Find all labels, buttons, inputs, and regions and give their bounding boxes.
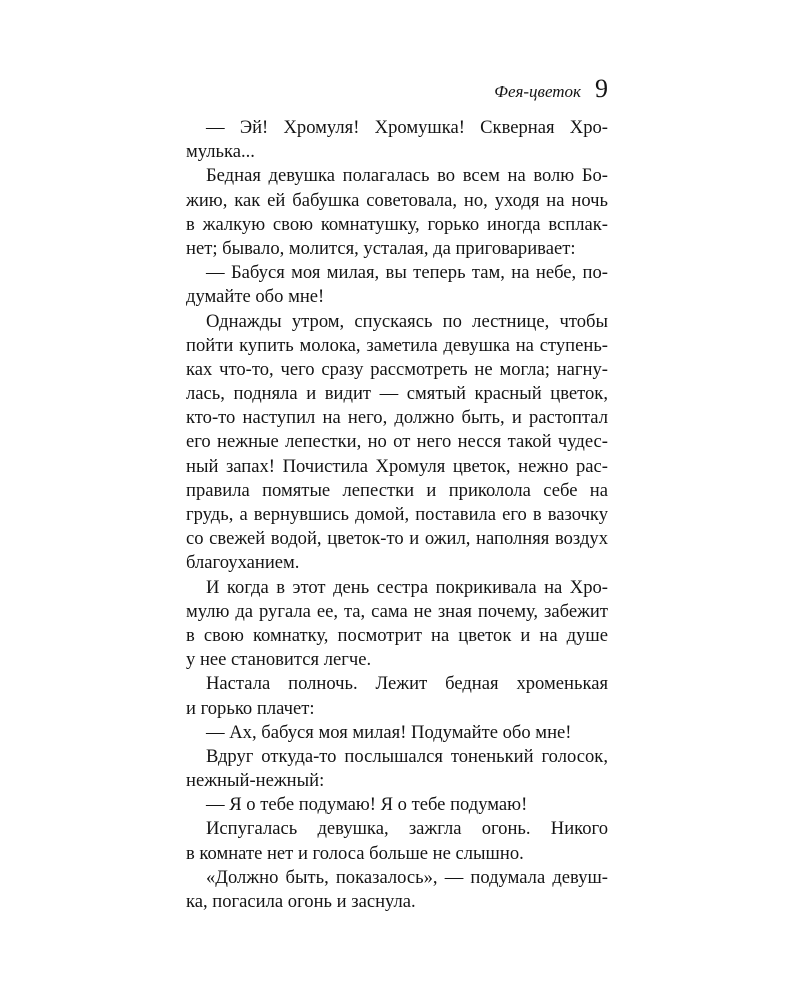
- text-line: в свою комнатку, посмотрит на цветок и на душе: [186, 624, 608, 646]
- text-line: в жалкую свою комнатушку, горько иногда всплак-: [186, 213, 608, 235]
- text-line: Вдруг откуда-то послышался тоненький голосок,: [206, 745, 608, 767]
- text-line: грудь, а вернувшись домой, поставила его в вазочку: [186, 504, 608, 525]
- text-line: «Должно быть, показалось», — подумала девуш-: [206, 866, 608, 888]
- text-line: со свежей водой, цветок-то и ожил, наполняя воздух: [186, 528, 608, 550]
- text-line: И когда в этот день сестра покрикивала на Хро-: [206, 576, 608, 598]
- text-line: — Я о тебе подумаю! Я о тебе подумаю!: [206, 794, 528, 816]
- text-line: и горько плачет:: [186, 697, 315, 719]
- text-line: мулю да ругала ее, та, сама не зная почему, забежит: [186, 600, 608, 622]
- text-line: в комнате нет и голоса больше не слышно.: [186, 842, 524, 864]
- text-line: Испугалась девушка, зажгла огонь. Никого: [206, 818, 608, 840]
- text-line: пойти купить молока, заметила девушка на ступень-: [186, 334, 608, 356]
- text-line: Бедная девушка полагалась во всем на волю Бо-: [206, 165, 608, 187]
- text-line: — Ах, бабуся моя милая! Подумайте обо мне!: [206, 721, 572, 743]
- text-line: благоуханием.: [186, 552, 300, 574]
- text-line: ках что-то, чего сразу рассмотреть не могла; нагну-: [186, 358, 608, 380]
- text-line: ка, погасила огонь и заснула.: [186, 891, 416, 912]
- text-line: у нее становится легче.: [186, 649, 372, 671]
- body-text: [186, 116, 608, 914]
- text-line: нет; бывало, молится, усталая, да приговаривает:: [186, 237, 576, 259]
- running-title: Фея-цветок: [494, 82, 581, 101]
- text-line: его нежные лепестки, но от него несся такой чудес-: [186, 431, 608, 453]
- text-line: ный запах! Почистила Хромуля цветок, нежно рас-: [186, 455, 608, 477]
- text-line: кто-то наступил на него, должно быть, и растоптал: [186, 407, 608, 429]
- text-line: мулька...: [186, 141, 255, 163]
- text-line: думайте обо мне!: [186, 286, 325, 308]
- text-line: Однажды утром, спускаясь по лестнице, чтобы: [206, 310, 608, 332]
- page-header: [186, 74, 608, 104]
- text-line: лась, подняла и видит — смятый красный цветок,: [186, 383, 608, 405]
- text-line: Настала полночь. Лежит бедная хроменькая: [206, 673, 608, 695]
- text-line: нежный-нежный:: [186, 770, 325, 792]
- text-line: — Эй! Хромуля! Хромушка! Скверная Хро-: [206, 117, 608, 138]
- text-line: правила помятые лепестки и приколола себе на: [186, 479, 608, 501]
- page-number: 9: [595, 74, 608, 103]
- text-line: жию, как ей бабушка советовала, но, уходя на ночь: [186, 189, 608, 211]
- text-line: — Бабуся моя милая, вы теперь там, на небе, по-: [206, 262, 608, 284]
